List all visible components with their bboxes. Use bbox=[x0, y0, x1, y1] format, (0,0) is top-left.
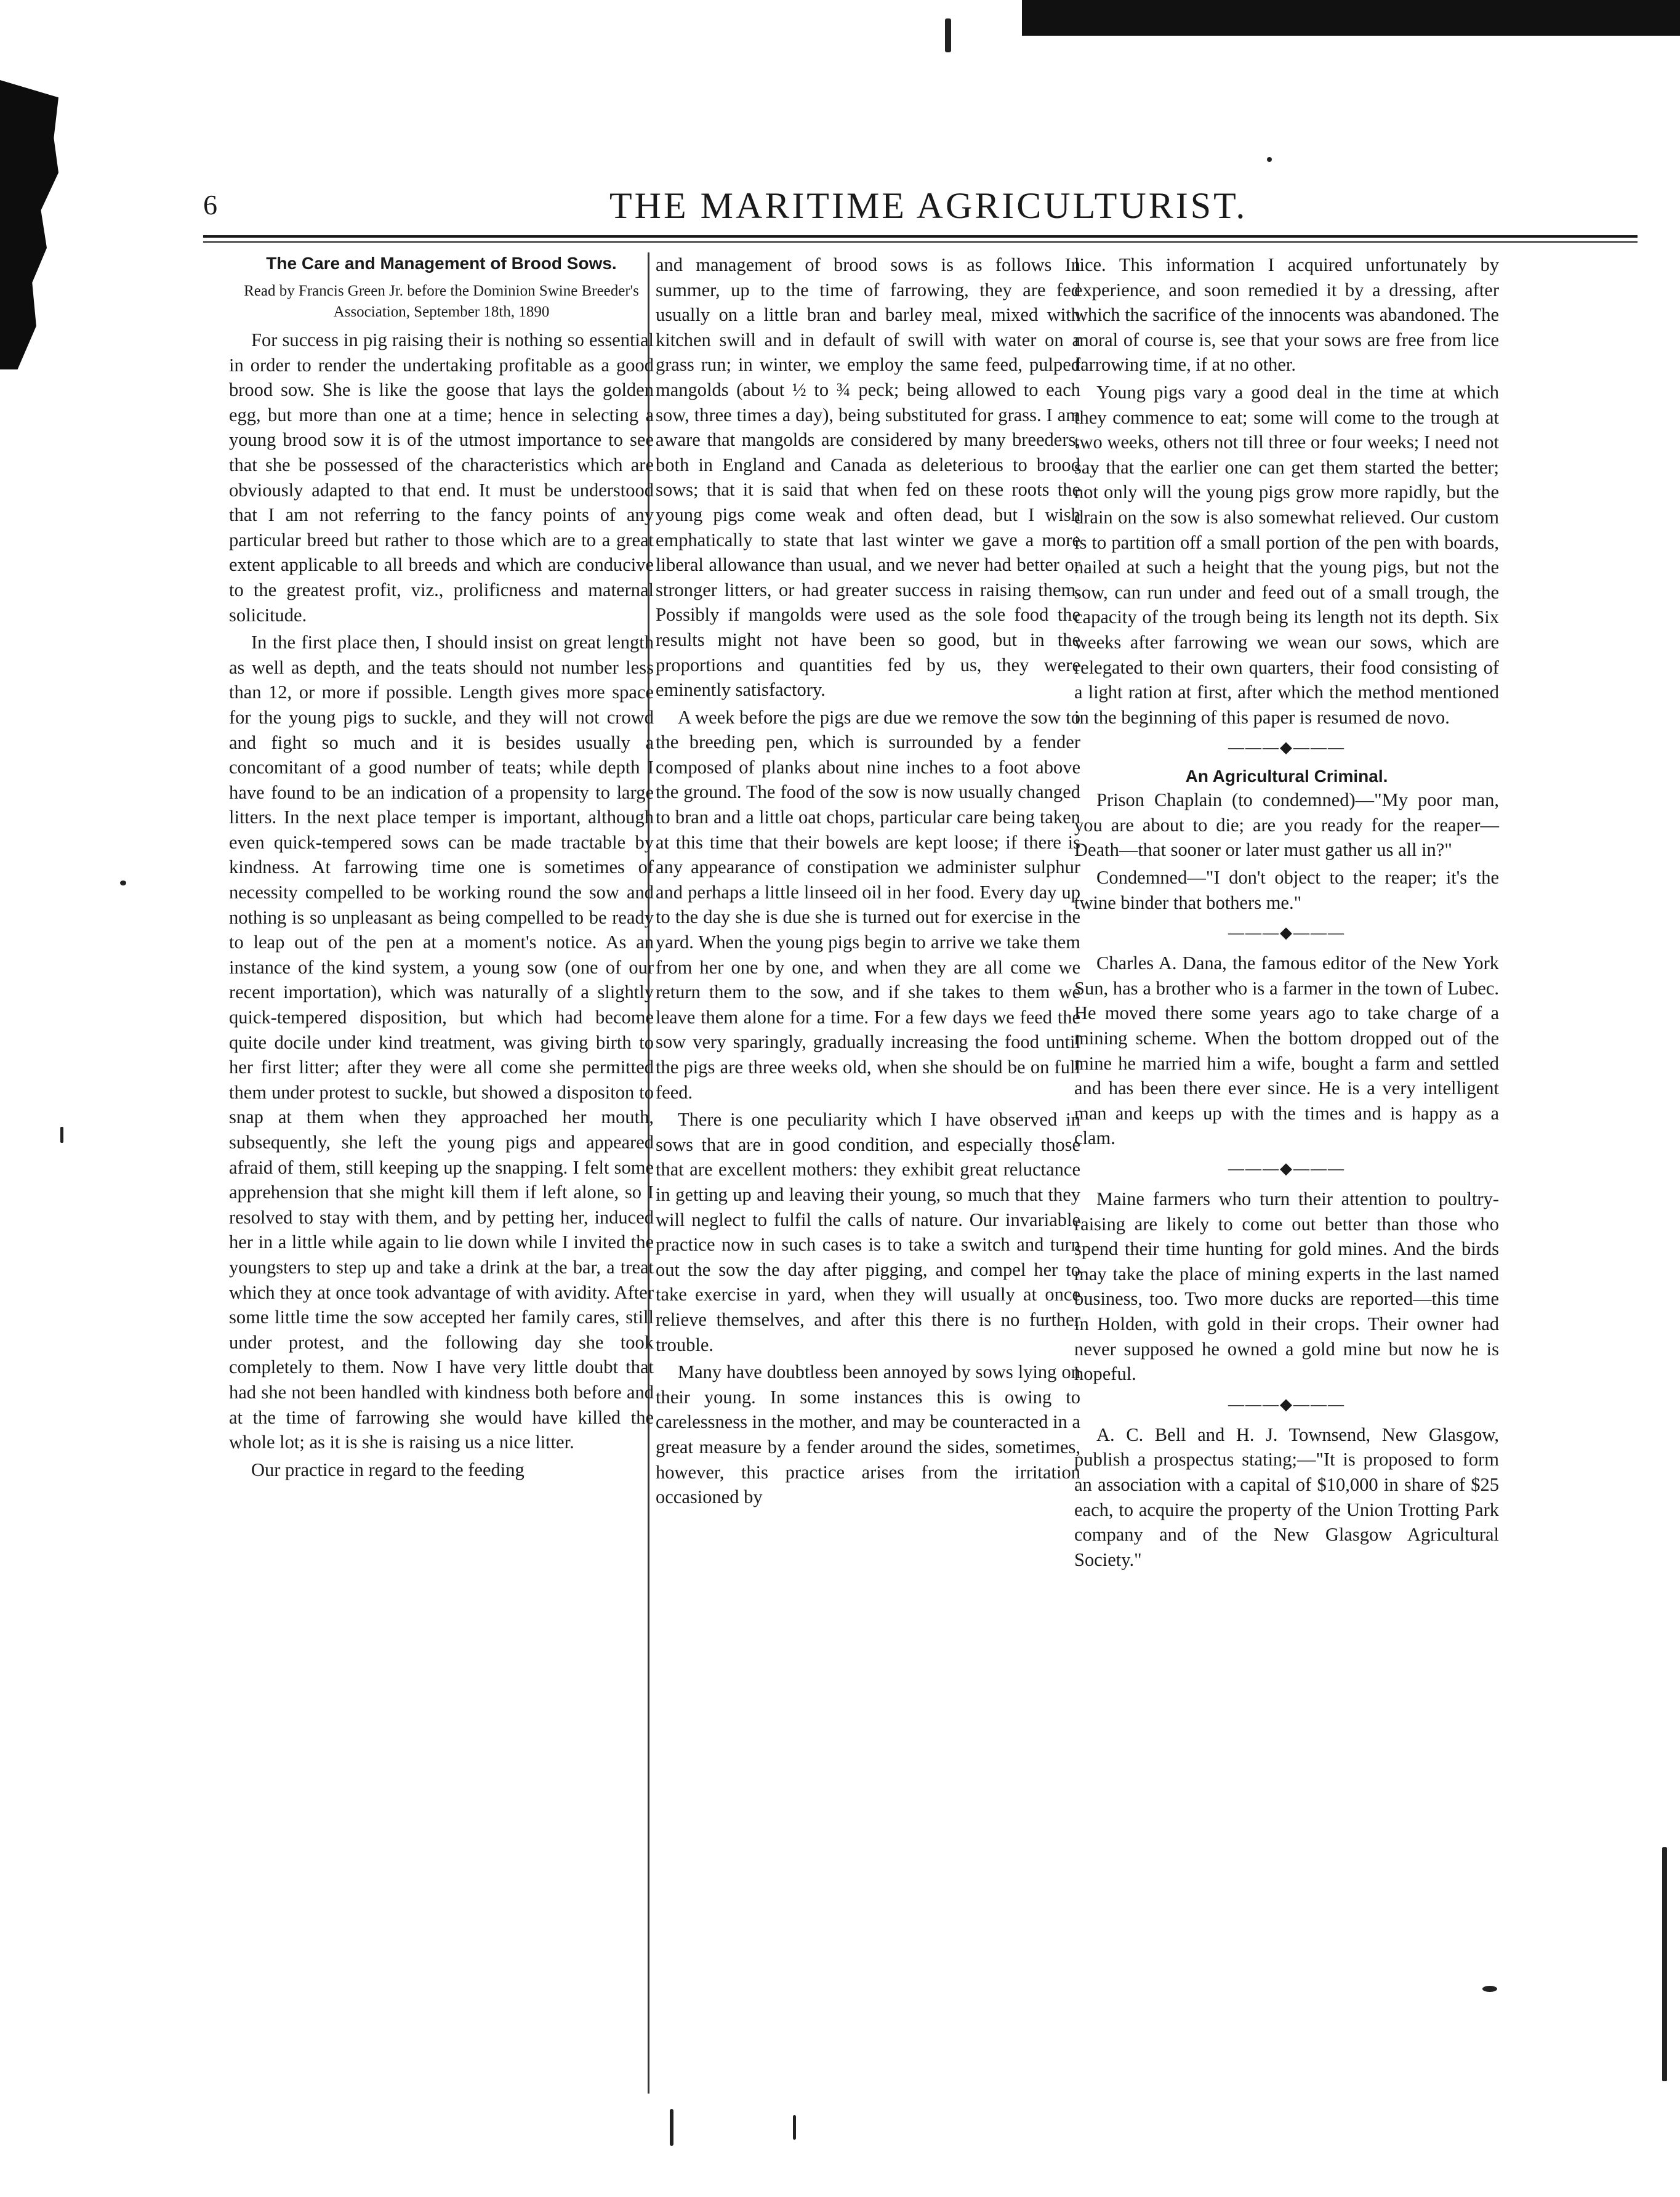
scan-speck bbox=[60, 1127, 63, 1143]
paragraph: There is one peculiarity which I have observed in sows that are in good condition, and especially those that are excellent mothers: they exhibit great reluctance in getting up and leaving their young, so much that they will neglect to fulfil the calls of nature. Our invariable practice now in such cases is to take a switch and turn out the sow the day after pigging, and compel her to take exercise in yard, when they will usually at once relieve themselves, and after this there is no further trouble. bbox=[656, 1109, 1080, 1355]
column-1 bbox=[229, 252, 654, 1485]
paragraph: Charles A. Dana, the famous editor of the New York Sun, has a brother who is a farmer in the town of Lubec. He moved there some years ago to take charge of a mining scheme. When the bottom dropped out of the mine he married him a wife, bought a farm and settled and has been there ever since. He is a very intelligent man and keeps up with the times and is happy as a clam. bbox=[1074, 953, 1499, 1149]
paragraph: For success in pig raising their is nothing so essential in order to render the undertaking profitable as a good brood sow. She is like the goose that lays the golden egg, but more than one at a time; hence in selecting a young brood sow it is of the utmost importance to see that she be possessed of the characteristics which are obviously adapted to that end. It must be understood that I am not referring to the fancy points of any particular breed but rather to those which are to a great extent applicable to all breeds and which are conducive to the greatest profit, viz., prolificness and maternal solicitude. bbox=[229, 329, 654, 626]
page-header bbox=[203, 185, 1638, 228]
page-number: 6 bbox=[203, 189, 217, 220]
paragraph: and management of brood sows is as follows In summer, up to the time of farrowing, they are fed usually on a little bran and barley meal, mixed with kitchen swill and in default of swill with water on a grass run; in winter, we employ the same feed, pulped mangolds (about ½ to ¾ peck; being allowed to each sow, three times a day), being substituted for grass. I am aware that mangolds are considered by many breeders, both in England and Canada as deleterious to brood sows; that it is said that when fed on these roots the young pigs come weak and often dead, but I wish emphatically to state that last winter we gave a more liberal allowance than usual, and we never had better or stronger litters, or had greater success in raising them. Possibly if mangolds were used as the sole food the results might not have been so good, but in the proportions and quantities fed by us, they were eminently satisfactory. bbox=[656, 254, 1080, 701]
paragraph: A. C. Bell and H. J. Townsend, New Glasgow, publish a prospectus stating;—"It is proposed to form an association with a capital of $10,000 in share of $25 each, to acquire the property of the Union Trotting Park company and of the New Glasgow Agricultural Society." bbox=[1074, 1424, 1499, 1570]
scan-speck bbox=[1662, 1847, 1667, 2081]
section-separator bbox=[1074, 1397, 1499, 1413]
scan-border-bar bbox=[1022, 0, 1680, 36]
publication-title: THE MARITIME AGRICULTURIST. bbox=[609, 185, 1248, 226]
paragraph: A week before the pigs are due we remove the sow to the breeding pen, which is surrounded by a fender composed of planks about nine inches to a foot above the ground. The food of the sow is now usually changed to bran and a little oat chops, particular care being taken at this time that their bowels are kept loose; if there is any appearance of constipation we administer sulphur and perhaps a little linseed oil in her food. Every day up to the day she is due she is turned out for exercise in the yard. When the young pigs begin to arrive we take them from her one by one, and when they are all come we return them to the sow, and if she takes to them we leave them alone for a time. For a few days we feed the sow very sparingly, gradually increasing the food until the pigs are three weeks old, when she should be on full feed. bbox=[656, 706, 1080, 1103]
article-title-brood-sows: The Care and Management of Brood Sows. bbox=[266, 254, 617, 273]
paragraph: Young pigs vary a good deal in the time at which they commence to eat; some will come to the trough at two weeks, others not till three or four weeks; I need not say that the earlier one can get them started the better; not only will the young pigs grow more rapidly, but the drain on the sow is also somewhat relieved. Our custom is to partition off a small portion of the pen with boards, nailed at such a height that the young pigs, but not the sow, can run under and feed out of a small trough, the capacity of the trough being its length not its depth. Six weeks after farrowing we wean our sows, which are relegated to their own quarters, their food consisting of a light ration at first, after which the method mentioned in the beginning of this paper is resumed de novo. bbox=[1074, 381, 1499, 728]
paragraph: In the first place then, I should insist on great length as well as depth, and the teats should not number less than 12, or more if possible. Length gives more space for the young pigs to suckle, and they will not crowd and fight so much and it is besides usually a concomitant of a good number of teats; while depth I have found to be an indication of a propensity to large litters. In the next place temper is important, although even quick-tempered sows can be made tractable by kindness. At farrowing time one is sometimes of necessity compelled to be working round the sow and nothing is so unpleasant as being compelled to be ready to leap out of the pen at a moment's notice. As an instance of the kind system, a young sow (one of our recent importation), which was naturally of a slightly quick-tempered disposition, but which had become quite docile under kind treatment, was giving birth to her first litter; after they were all come she permitted them under protest to suckle, but showed a dispositon to snap at them when they approached her mouth, subsequently, she left the young pigs and appeared afraid of them, still keeping up the snapping. I felt some apprehension that she might kill them if left alone, so I resolved to stay with them, and by petting her, induced her in a little while again to lie down while I invited the youngsters to step up and take a drink at the bar, a treat which they at once took advantage of with avidity. After some little time the sow accepted her family cares, still under protest, and the following day she took completely to them. Now I have very little doubt that had she not been handled with kindness both before and at the time of farrowing she would have killed the whole lot; as it is she is raising us a nice litter. bbox=[229, 632, 654, 1453]
section-separator bbox=[1074, 1161, 1499, 1177]
paragraph: Many have doubtless been annoyed by sows lying on their young. In some instances this is owing to carelessness in the mother, and may be counteracted in a great measure by a fender around the sides, sometimes, however, this practice arises from the irritation occasioned by bbox=[656, 1361, 1080, 1508]
column-3 bbox=[1074, 252, 1499, 1574]
header-rule-top bbox=[203, 235, 1638, 238]
section-separator bbox=[1074, 740, 1499, 756]
scan-speck bbox=[670, 2109, 673, 2146]
header-rule-bottom bbox=[203, 241, 1638, 243]
paragraph: Our practice in regard to the feeding bbox=[251, 1459, 524, 1480]
paragraph: Condemned—"I don't object to the reaper; it's the twine binder that bothers me." bbox=[1074, 867, 1499, 913]
column-2 bbox=[656, 252, 1080, 1512]
article-byline: Read by Francis Green Jr. before the Dominion Swine Breeder's Association, September 18th, 1890 bbox=[244, 283, 639, 320]
scan-speck bbox=[945, 18, 951, 52]
torn-page-edge bbox=[0, 80, 58, 369]
paragraph: Maine farmers who turn their attention to poultry-raising are likely to come out better than those who spend their time hunting for gold mines. And the birds may take the place of mining experts in the last named business, too. Two more ducks are reported—this time in Holden, with gold in their crops. Their owner had never supposed he owned a gold mine but now he is hopeful. bbox=[1074, 1188, 1499, 1385]
paragraph: lice. This information I acquired unfortunately by experience, and soon remedied it by a dressing, after which the sacrifice of the innocents was abandoned. The moral of course is, see that your sows are free from lice farrowing time, if at no other. bbox=[1074, 254, 1499, 376]
scan-speck bbox=[1482, 1986, 1497, 1992]
scan-speck bbox=[793, 2115, 796, 2140]
scan-speck bbox=[120, 881, 126, 885]
article-title-agricultural-criminal: An Agricultural Criminal. bbox=[1185, 767, 1388, 786]
paragraph: Prison Chaplain (to condemned)—"My poor man, you are about to die; are you ready for the reaper—Death—that sooner or later must gather us all in?" bbox=[1074, 789, 1499, 861]
section-separator bbox=[1074, 925, 1499, 941]
scan-speck bbox=[1267, 157, 1272, 162]
